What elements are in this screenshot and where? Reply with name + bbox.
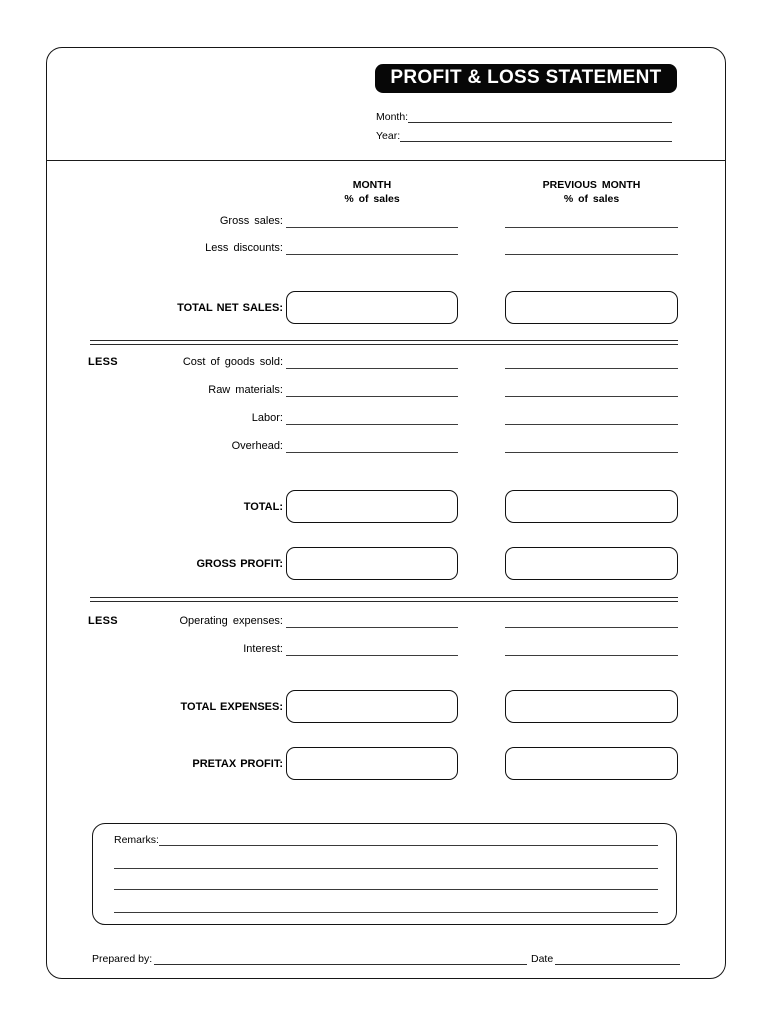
cost-of-goods-month-input[interactable] xyxy=(286,368,458,369)
total-expenses-previous-box[interactable] xyxy=(505,690,678,723)
year-field-row xyxy=(376,128,672,142)
column-header-previous-subtitle: % of sales xyxy=(563,192,620,205)
row-interest xyxy=(0,641,770,656)
less-discounts-month-input[interactable] xyxy=(286,254,458,255)
total-previous-box[interactable] xyxy=(505,490,678,523)
date-input[interactable] xyxy=(555,951,680,965)
prepared-by-row xyxy=(92,951,527,965)
row-total-expenses xyxy=(0,690,770,723)
interest-previous-input[interactable] xyxy=(505,655,678,656)
remarks-input-line-2[interactable] xyxy=(114,868,658,869)
header-divider xyxy=(46,160,726,161)
gross-profit-label: GROSS PROFIT: xyxy=(196,557,283,570)
gross-sales-month-input[interactable] xyxy=(286,227,458,228)
remarks-input-line-4[interactable] xyxy=(114,912,658,913)
section-divider-2 xyxy=(90,597,678,602)
labor-label: Labor: xyxy=(251,412,283,424)
row-gross-sales xyxy=(0,213,770,228)
year-input[interactable] xyxy=(400,128,672,142)
less-discounts-label: Less discounts: xyxy=(205,242,283,254)
cost-of-goods-label: Cost of goods sold: xyxy=(182,356,283,368)
row-pretax-profit xyxy=(0,747,770,780)
overhead-label: Overhead: xyxy=(231,440,283,452)
remarks-box xyxy=(92,823,677,925)
row-total xyxy=(0,490,770,523)
column-header-month xyxy=(286,179,458,206)
prepared-by-label: Prepared by: xyxy=(92,953,153,965)
month-input[interactable] xyxy=(408,109,672,123)
overhead-previous-input[interactable] xyxy=(505,452,678,453)
operating-expenses-previous-input[interactable] xyxy=(505,627,678,628)
gross-profit-month-box[interactable] xyxy=(286,547,458,580)
interest-month-input[interactable] xyxy=(286,655,458,656)
row-total-net-sales xyxy=(0,291,770,324)
date-label: Date xyxy=(531,953,554,965)
column-header-month-title: MONTH xyxy=(352,179,392,191)
pretax-profit-previous-box[interactable] xyxy=(505,747,678,780)
total-expenses-label: TOTAL EXPENSES: xyxy=(180,700,283,713)
raw-materials-month-input[interactable] xyxy=(286,396,458,397)
column-header-month-subtitle: % of sales xyxy=(344,192,400,205)
labor-previous-input[interactable] xyxy=(505,424,678,425)
gross-profit-previous-box[interactable] xyxy=(505,547,678,580)
operating-expenses-month-input[interactable] xyxy=(286,627,458,628)
column-header-previous-title: PREVIOUS MONTH xyxy=(542,179,641,191)
total-label: TOTAL: xyxy=(243,500,283,513)
pretax-profit-month-box[interactable] xyxy=(286,747,458,780)
interest-label: Interest: xyxy=(243,643,283,655)
section-less-1-label: LESS xyxy=(88,356,118,368)
row-gross-profit xyxy=(0,547,770,580)
section-less-2-label: LESS xyxy=(88,615,118,627)
month-field-row xyxy=(376,109,672,123)
row-cost-of-goods xyxy=(0,354,770,369)
remarks-field-row xyxy=(114,832,658,846)
form-title: PROFIT & LOSS STATEMENT xyxy=(375,64,677,93)
remarks-label: Remarks: xyxy=(114,834,159,846)
date-row xyxy=(531,951,680,965)
overhead-month-input[interactable] xyxy=(286,452,458,453)
operating-expenses-label: Operating expenses: xyxy=(179,615,283,627)
cost-of-goods-previous-input[interactable] xyxy=(505,368,678,369)
pretax-profit-label: PRETAX PROFIT: xyxy=(192,757,283,770)
year-label: Year: xyxy=(376,130,401,142)
raw-materials-label: Raw materials: xyxy=(208,384,283,396)
labor-month-input[interactable] xyxy=(286,424,458,425)
row-overhead xyxy=(0,438,770,453)
row-raw-materials xyxy=(0,382,770,397)
raw-materials-previous-input[interactable] xyxy=(505,396,678,397)
column-header-previous-month xyxy=(505,179,678,206)
section-divider-1 xyxy=(90,340,678,345)
gross-sales-label: Gross sales: xyxy=(219,215,283,227)
prepared-by-input[interactable] xyxy=(154,951,527,965)
total-net-sales-month-box[interactable] xyxy=(286,291,458,324)
remarks-input-line-1[interactable] xyxy=(159,832,658,846)
month-label: Month: xyxy=(376,111,409,123)
row-less-discounts xyxy=(0,240,770,255)
less-discounts-previous-input[interactable] xyxy=(505,254,678,255)
total-net-sales-previous-box[interactable] xyxy=(505,291,678,324)
row-labor xyxy=(0,410,770,425)
row-operating-expenses xyxy=(0,613,770,628)
remarks-input-line-3[interactable] xyxy=(114,889,658,890)
total-month-box[interactable] xyxy=(286,490,458,523)
gross-sales-previous-input[interactable] xyxy=(505,227,678,228)
total-expenses-month-box[interactable] xyxy=(286,690,458,723)
total-net-sales-label: TOTAL NET SALES: xyxy=(177,301,283,314)
